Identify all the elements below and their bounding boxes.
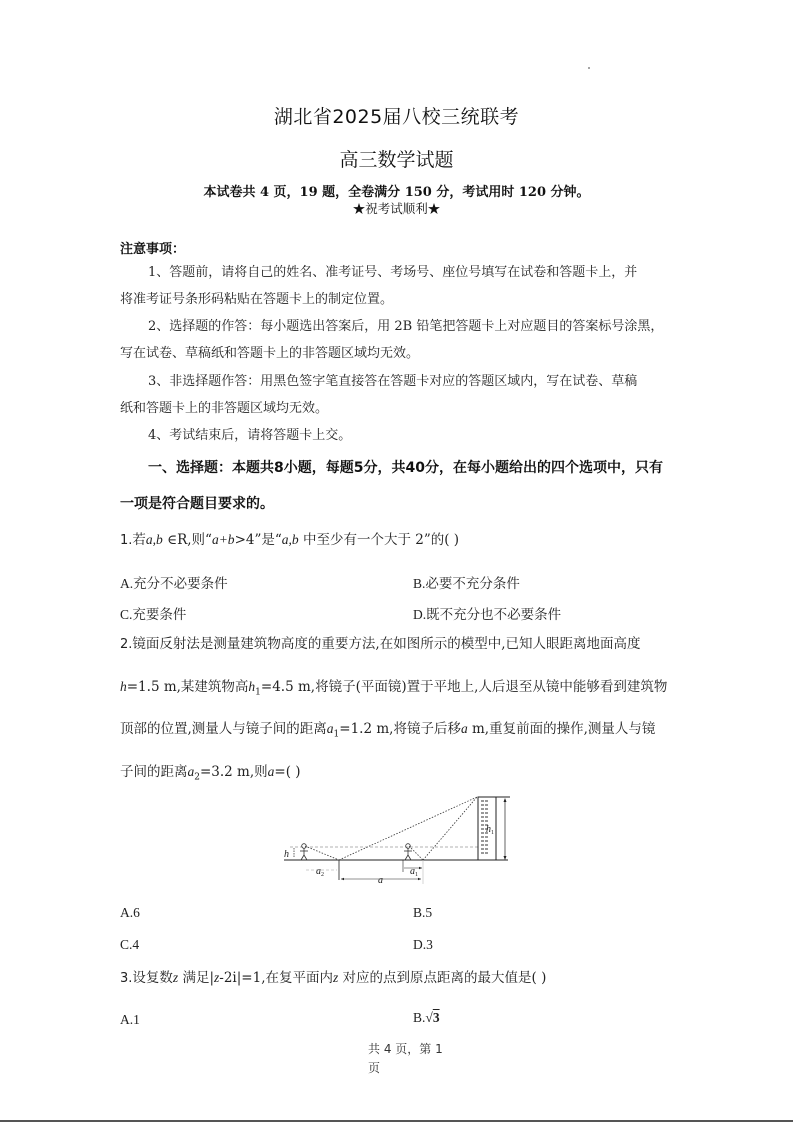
q1-option-c: C.充要条件: [120, 607, 187, 622]
notice-heading: 注意事项：: [120, 242, 186, 257]
q2-option-d: D.3: [413, 937, 433, 952]
q1-option-b: B.必要不充分条件: [413, 576, 520, 591]
notice-item-2: 2、选择题的作答：每小题选出答案后，用 2B 铅笔把答题卡上对应题目的答案标号涂黑，: [148, 319, 664, 334]
notice-item-3-cont: 纸和答题卡上的非答题区域均无效。: [120, 401, 329, 416]
page-count: 共 4 页，第 1: [368, 1042, 443, 1056]
q2-option-c: C.4: [120, 937, 140, 952]
exam-info: 本试卷共 4 页，19 题，全卷满分 150 分，考试用时 120 分钟。: [203, 185, 590, 200]
question-number: 2.: [120, 637, 133, 652]
question-number: 3.: [120, 971, 133, 986]
label-h: h: [284, 849, 289, 860]
question-2-line-1: 2.镜面反射法是测量建筑物高度的重要方法,在如图所示的模型中,已知人眼距离地面高度: [120, 636, 641, 652]
q1-option-d: D.既不充分也不必要条件: [413, 607, 562, 622]
stray-dot-mark: [588, 67, 590, 69]
notice-item-1: 1、答题前，请将自己的姓名、准考证号、考场号、座位号填写在试卷和答题卡上，并: [148, 265, 638, 280]
label-h1: $h_1$: [486, 824, 494, 836]
notice-item-2-cont: 写在试卷、草稿纸和答题卡上的非答题区域均无效。: [120, 346, 420, 361]
label-a: a: [378, 875, 383, 886]
mirror-reflection-diagram: [280, 792, 515, 888]
section-1-heading-cont: 一项是符合题目要求的。: [120, 496, 274, 512]
exam-wish: ★祝考试顺利★: [352, 201, 441, 216]
question-2-line-4: 子间的距离$a_2=3.2$ m,则a=( ): [120, 764, 301, 783]
q3-option-b: B.√3: [413, 1010, 440, 1025]
notice-item-4: 4、考试结束后，请将答题卡上交。: [148, 428, 352, 443]
label-a1: $a_1$: [410, 866, 418, 878]
question-2-line-2: h=1.5 m,某建筑物高$h_1=4.5$ m,将镜子(平面镜)置于平地上,人后退至从镜中能够看到建筑物: [120, 679, 668, 698]
question-1: 1.若a,b ∈R,则“a+b>4”是“a,b 中至少有一个大于 2”的( ): [120, 532, 460, 548]
label-a2: $a_2$: [316, 866, 324, 878]
notice-item-1-cont: 将准考证号条形码粘贴在答题卡上的制定位置。: [120, 292, 394, 307]
notice-item-3: 3、非选择题作答：用黑色签字笔直接答在答题卡对应的答题区域内，写在试卷、草稿: [148, 374, 638, 389]
page-footer: [368, 1040, 443, 1078]
sqrt-symbol: √3: [425, 1010, 440, 1025]
q1-option-a: A.充分不必要条件: [120, 576, 228, 591]
exam-subtitle: 高三数学试题: [339, 149, 454, 171]
question-2-line-3: 顶部的位置,测量人与镜子间的距离$a_1=1.2$ m,将镜子后移a m,重复前面的操作,测量人与镜: [120, 721, 656, 740]
section-1-heading: 一、选择题：本题共8小题，每题5分，共40分，在每小题给出的四个选项中，只有: [148, 460, 663, 476]
question-3: 3.设复数z 满足|z-2i|=1,在复平面内z 对应的点到原点距离的最大值是( ): [120, 970, 547, 986]
question-number: 1.: [120, 533, 133, 548]
page-count-cont: 页: [368, 1061, 381, 1075]
q2-option-a: A.6: [120, 905, 140, 920]
q2-option-b: B.5: [413, 905, 433, 920]
exam-title: 湖北省2025届八校三统联考: [273, 106, 520, 128]
q3-option-a: A.1: [120, 1012, 140, 1027]
